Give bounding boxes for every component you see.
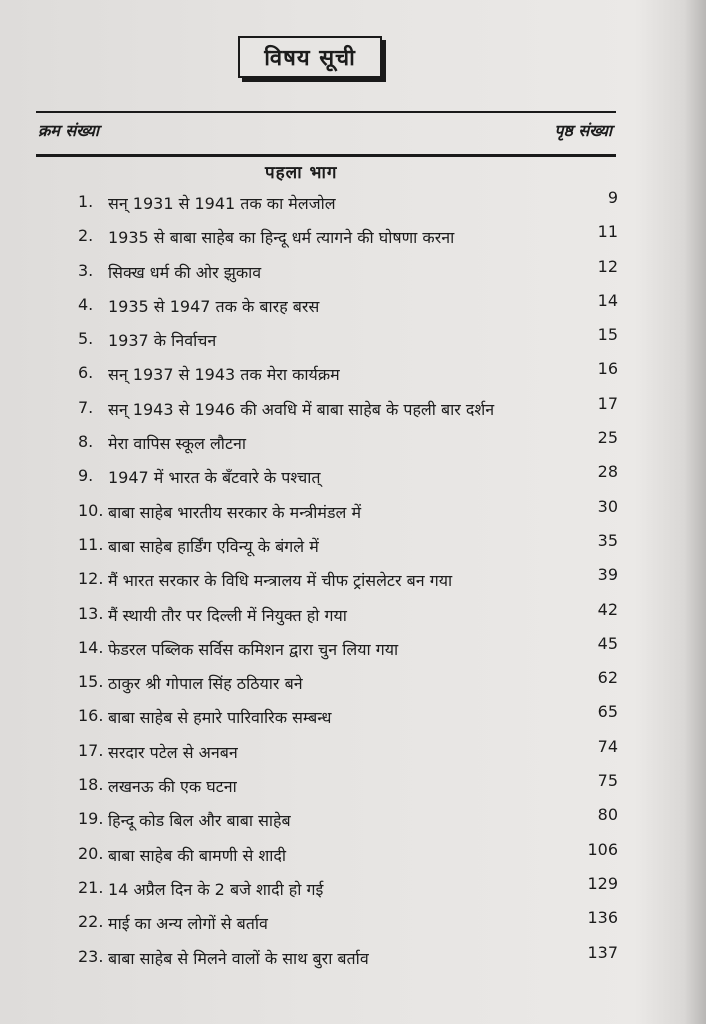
entry-page: 35 (597, 530, 618, 550)
entry-page: 62 (597, 668, 618, 688)
entry-title: मैं भारत सरकार के विधि मन्त्रालय में चीफ ट्रांसलेटर बन गया (108, 571, 453, 591)
entry-page: 45 (597, 633, 618, 653)
entry-title: सिक्ख धर्म की ओर झुकाव (108, 262, 262, 282)
entry-number: 20. (78, 843, 104, 863)
header-rule-top (36, 111, 616, 113)
toc-entry (78, 255, 628, 289)
toc-entry (78, 392, 628, 426)
entry-number: 19. (78, 809, 104, 829)
toc-entry (78, 220, 628, 254)
entry-page: 17 (597, 393, 618, 413)
entry-number: 21. (78, 877, 104, 897)
entry-number: 12. (78, 569, 104, 589)
entry-number: 10. (78, 500, 104, 520)
entry-number: 4. (78, 294, 94, 314)
entry-page: 74 (597, 736, 618, 756)
entry-title: 1947 में भारत के बँटवारे के पश्चात् (108, 468, 321, 488)
entry-title: फेडरल पब्लिक सर्विस कमिशन द्वारा चुन लिया गया (108, 639, 399, 659)
column-header-serial: क्रम संख्या (38, 121, 100, 140)
toc-entry (78, 598, 628, 632)
toc-entry (78, 426, 628, 460)
toc-entry (78, 186, 628, 220)
entry-number: 23. (78, 946, 104, 966)
entry-title: लखनऊ की एक घटना (108, 777, 237, 797)
toc-entry (78, 460, 628, 494)
toc-entry (78, 769, 628, 803)
entry-number: 8. (78, 432, 94, 452)
entry-title: मेरा वापिस स्कूल लौटना (108, 434, 247, 454)
entry-page: 137 (587, 942, 618, 962)
toc-list (78, 186, 628, 975)
entry-title: सन् 1931 से 1941 तक का मेलजोल (108, 194, 336, 213)
toc-entry (78, 495, 628, 529)
toc-entry (78, 529, 628, 563)
toc-entry (78, 803, 628, 837)
entry-page: 39 (597, 565, 618, 585)
entry-title: बाबा साहेब हार्डिंग एविन्यू के बंगले में (108, 536, 319, 556)
toc-entry (78, 289, 628, 323)
entry-title: बाबा साहेब भारतीय सरकार के मन्त्रीमंडल में (108, 502, 362, 522)
toc-entry (78, 632, 628, 666)
entry-title: 1935 से बाबा साहेब का हिन्दू धर्म त्यागने की घोषणा करना (108, 228, 455, 248)
entry-number: 13. (78, 603, 104, 623)
entry-page: 136 (587, 908, 618, 928)
toc-entry (78, 906, 628, 940)
toc-entry (78, 323, 628, 357)
entry-page: 28 (597, 462, 618, 482)
toc-entry (78, 941, 628, 975)
header-rule-bottom (36, 154, 616, 157)
entry-title: सरदार पटेल से अनबन (108, 742, 238, 762)
entry-page: 80 (597, 805, 618, 825)
entry-title: ठाकुर श्री गोपाल सिंह ठठियार बने (108, 674, 303, 694)
entry-title: 14 अप्रैल दिन के 2 बजे शादी हो गई (108, 879, 324, 899)
entry-page: 129 (587, 873, 618, 893)
entry-title: 1935 से 1947 तक के बारह बरस (108, 296, 320, 316)
entry-title: माई का अन्य लोगों से बर्ताव (108, 914, 268, 934)
toc-entry (78, 735, 628, 769)
entry-title: बाबा साहेब की बामणी से शादी (108, 845, 287, 865)
entry-number: 18. (78, 775, 104, 795)
entry-title: मैं स्थायी तौर पर दिल्ली में नियुक्त हो गया (108, 605, 347, 625)
entry-number: 14. (78, 637, 104, 657)
entry-page: 15 (597, 325, 618, 345)
entry-page: 75 (597, 771, 618, 791)
entry-number: 11. (78, 534, 104, 554)
entry-number: 16. (78, 706, 104, 726)
entry-number: 17. (78, 740, 104, 760)
toc-entry (78, 666, 628, 700)
page-title: विषय सूची (238, 36, 382, 78)
toc-entry (78, 357, 628, 391)
entry-number: 6. (78, 363, 94, 383)
entry-page: 16 (597, 359, 618, 379)
entry-number: 5. (78, 329, 94, 349)
page-edge-shadow (684, 0, 706, 1024)
entry-number: 1. (78, 192, 94, 211)
entry-number: 22. (78, 912, 104, 932)
entry-title: बाबा साहेब से हमारे पारिवारिक सम्बन्ध (108, 708, 332, 728)
entry-number: 2. (78, 226, 94, 246)
column-header-page: पृष्ठ संख्या (554, 121, 612, 140)
entry-title: हिन्दू कोड बिल और बाबा साहेब (108, 811, 291, 831)
entry-title: बाबा साहेब से मिलने वालों के साथ बुरा बर्ताव (108, 948, 369, 968)
entry-page: 9 (607, 188, 618, 207)
entry-page: 65 (597, 702, 618, 722)
entry-page: 14 (597, 290, 618, 310)
toc-entry (78, 838, 628, 872)
section-heading: पहला भाग (265, 163, 338, 183)
entry-number: 7. (78, 397, 94, 417)
toc-entry (78, 563, 628, 597)
entry-number: 3. (78, 260, 94, 280)
toc-entry (78, 872, 628, 906)
entry-title: 1937 के निर्वाचन (108, 331, 217, 351)
entry-page: 42 (597, 599, 618, 619)
entry-page: 25 (597, 428, 618, 448)
toc-entry (78, 700, 628, 734)
entry-title: सन् 1943 से 1946 की अवधि में बाबा साहेब के पहली बार दर्शन (108, 399, 495, 419)
entry-number: 9. (78, 466, 94, 486)
entry-page: 12 (597, 256, 618, 276)
entry-page: 106 (587, 839, 618, 859)
entry-page: 11 (597, 222, 618, 242)
entry-title: सन् 1937 से 1943 तक मेरा कार्यक्रम (108, 365, 340, 385)
entry-page: 30 (597, 496, 618, 516)
entry-number: 15. (78, 672, 104, 692)
